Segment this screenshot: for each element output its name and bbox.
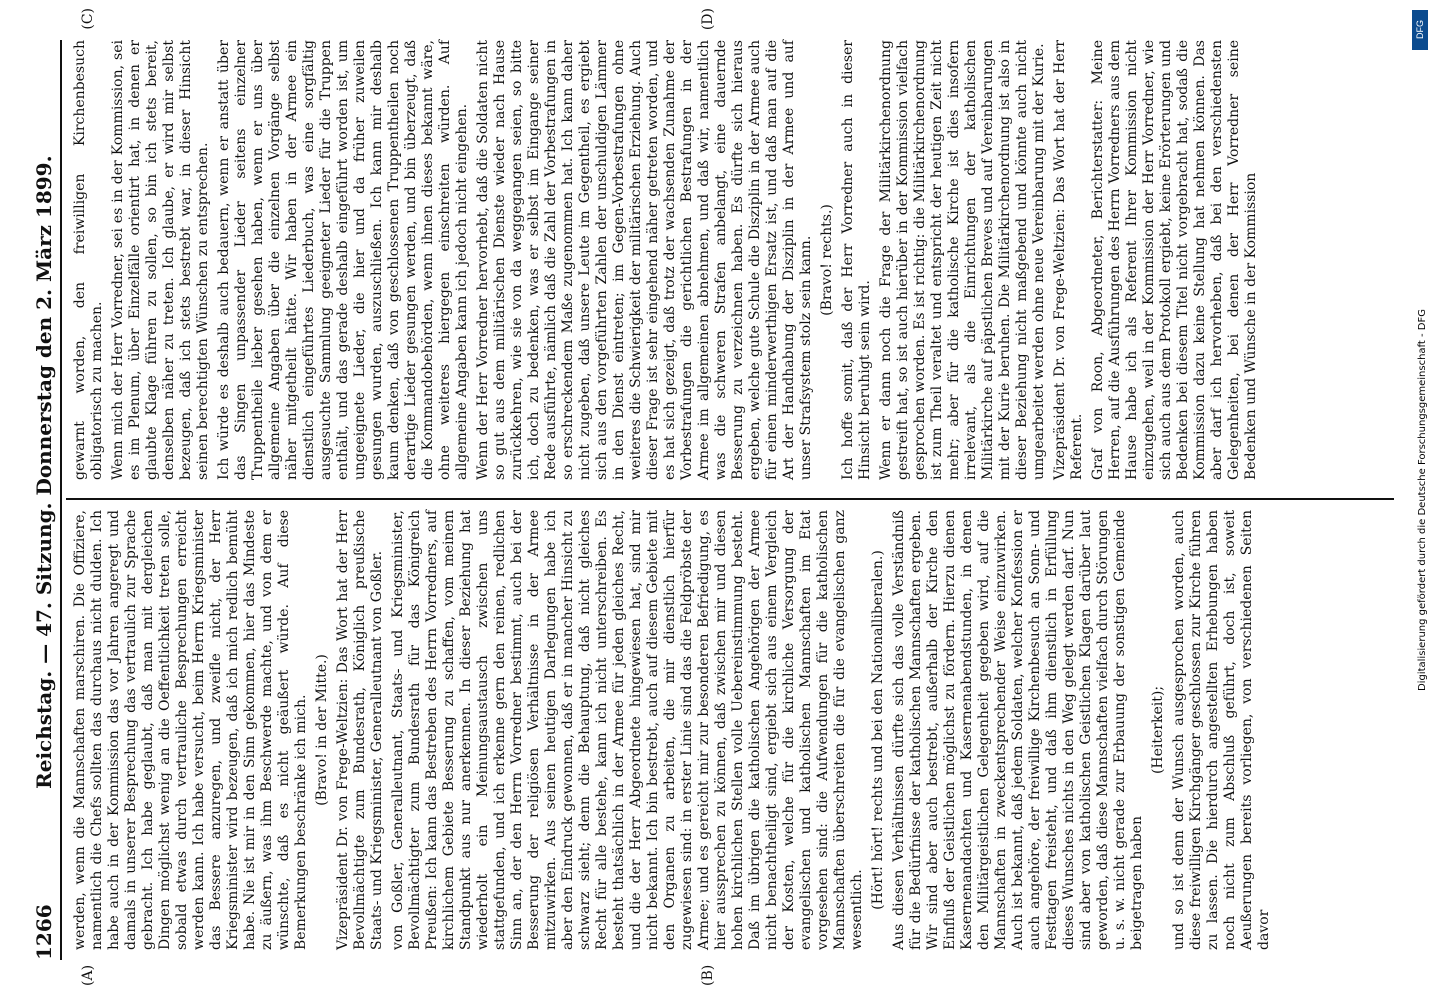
right-column	[72, 40, 1394, 480]
right-paragraph: Wenn er dann noch die Frage der Militärkirchenordnung gestreift hat, so ist auch hierüber in der Kommission vielfach gesprochen worden. Es ist richtig: die Militärkirchenordnung ist zum Theil veraltet und entspricht der heutigen Zeit nicht mehr; aber für die katholische Kirche ist dies insofern irrelevant, als die Einrichtungen der katholischen Militärkirche auf päpstlichen Breves und auf Vereinbarungen mit der Kurie beruhen. Die Militärkirchenordnung ist also in dieser Beziehung nicht maßgebend und könnte auch nicht umgearbeitet werden ohne neue Vereinbarung mit der Kurie.	[878, 40, 1047, 480]
page-title: Reichstag. — 47. Sitzung. Donnerstag den 2. März 1899.	[32, 155, 56, 789]
left-interjection: (Hört! hört! rechts und bei den Nationalliberalen.)	[870, 550, 886, 910]
dfg-side-note-text: Digitalisierung gefördert durch die Deutsche Forschungsgemeinschaft - DFG	[1417, 308, 1428, 691]
left-paragraph: von Goßler, Generalleutnant, Staats- und Kriegsminister, Bevollmächtigter zum Bundesrath für das Königreich Preußen: Ich kann das Bestreben des Herrn Vorredners, auf kirchlichem Gebiete Besserung zu schaffen, vom meinem Standpunkt aus nur anerkennen. In dieser Beziehung hat wiederholt ein Meinungsaustausch zwischen uns stattgefunden, und ich erkenne gern den reinen, redlichen Sinn an, der den Herrn Vorredner bestimmt, auch bei der Besserung der religiösen Verhältnisse in der Armee mitzuwirken. Aus seinen heutigen Darlegungen habe ich aber den Eindruck gewonnen, daß er in mancher Hinsicht zu schwarz sieht; denn die Behauptung, daß nicht gleiches Recht für alle bestehe, kann ich nicht unterschreiben. Es besteht thatsächlich in der Armee für jeden gleiches Recht, und die der Herr Abgeordnete hingewiesen hat, sind mir nicht bekannt. Ich bin bestrebt, auch auf diesem Gebiete mit den Organen zu arbeiten, die mir dienstlich hierfür zugewiesen sind: in erster Linie sind das die Feldpröbste der Armee; und es gereicht mir zur besonderen Befriedigung, es hier aussprechen zu können, daß zwischen mir und diesen hohen kirchlichen Stellen volle Uebereinstimmung besteht. Daß im übrigen die katholischen Angehörigen der Armee nicht benachtheiligt sind, ergiebt sich aus einem Vergleich der Kosten, welche für die kirchliche Versorgung der evangelischen und katholischen Mannschaften im Etat vorgesehen sind: die Aufwendungen für die katholischen Mannschaften überschreiten die für die evangelischen ganz wesentlich.	[390, 510, 865, 950]
right-paragraph: gewarnt worden, den freiwilligen Kirchenbesuch obligatorisch zu machen.	[72, 40, 105, 480]
right-paragraph: Graf von Roon, Abgeordneter, Berichterstatter: Meine Herren, auf die Ausführungen des Herrn Vorredners aus dem Hause habe ich als Referent Ihrer Kommission nicht einzugehen, weil in der Kommission der Herr Vorredner, wie sich auch aus dem Protokoll ergiebt, keine Erörterungen und Bedenken bei diesem Titel nicht vorgebracht hat, sodaß die Kommission dazu keine Stellung hat nehmen können. Das aber darf ich hervorheben, daß bei den verschiedensten Gelegenheiten, bei denen der Herr Vorredner seine Bedenken und Wünsche in der Kommission	[1090, 40, 1259, 480]
left-interjection: (Heiterkeit);	[1150, 685, 1166, 775]
dfg-side-note	[1417, 0, 1428, 1000]
margin-label-a: (A)	[80, 964, 96, 986]
right-paragraph: Vizepräsident Dr. von Frege-Weltzien: Das Wort hat der Herr Referent.	[1052, 40, 1085, 480]
margin-label-d: (D)	[700, 8, 716, 31]
right-paragraph: Ich würde es deshalb auch bedauern, wenn er anstatt über das Singen unpassender Lieder seitens einzelner Truppentheile lieber gesehen haben, wenn er uns über allgemeine Angaben über die einzelnen Vorgänge selbst näher mitgetheilt hätte. Wir haben in der Armee ein dienstlich eingeführtes Liederbuch, was eine sorgfältig ausgesuchte Sammlung geeigneter Lieder für die Truppen enthält, und das gerade deshalb eingeführt worden ist, um ungeeignete Lieder, die hier und da früher zuweilen gesungen wurden, auszuschließen. Ich kann mir deshalb kaum denken, daß von geschlossenen Truppentheilen noch derartige Lieder gesungen werden, und bin überzeugt, daß die Kommandobehörden, wenn ihnen dieses bekannt wäre, ohne weiteres hiergegen einschreiten würden. Auf allgemeine Angaben kann ich jedoch nicht eingehen.	[216, 40, 470, 480]
right-paragraph: Wenn mich der Herr Vorredner, sei es in der Kommission, sei es im Plenum, über Einzelfälle orientirt hat, in denen er glaubte Klage führen zu sollen, so bin ich stets bereit, denselben näher zu treten. Ich glaube, er wird mir selbst bezeugen, daß ich stets bestrebt war, in dieser Hinsicht seinen berechtigten Wünschen zu entsprechen.	[110, 40, 211, 480]
left-paragraph: Aus diesen Verhältnissen dürfte sich das volle Verständniß für die Bedürfnisse der katholischen Mannschaften ergeben. Wir sind aber auch bestrebt, außerhalb der Kirche den Einfluß der Geistlichen möglichst zu fördern. Hierzu dienen Kasernenandachten und Kasernenabendstunden, in denen den Militärgeistlichen Gelegenheit gegeben wird, auf die Mannschaften in zweckentsprechender Weise einzuwirken. Auch ist bekannt, daß jedem Soldaten, welcher Konfession er auch angehöre, der freiwillige Kirchenbesuch an Sonn- und Festtagen freisteht, und daß ihm dienstlich in Erfüllung dieses Wunsches nichts in den Weg gelegt werden darf. Nun sind aber von katholischen Geistlichen Klagen darüber laut geworden, daß diese Mannschaften vielfach durch Störungen u. s. w. nicht gerade zur Erbauung der sonstigen Gemeinde beigetragen haben	[891, 510, 1145, 950]
margin-label-b: (B)	[700, 964, 716, 986]
left-paragraph: werden, wenn die Mannschaften marschiren. Die Offiziere, namentlich die Chefs sollten das durchaus nicht dulden. Ich habe auch in der Kommission das vor Jahren angeregt und damals in unserer Besprechung das vertraulich zur Sprache gebracht. Ich habe geglaubt, daß man mit dergleichen Dingen möglichst wenig an die Oeffentlichkeit treten solle, sobald etwas durch vertrauliche Besprechungen erreicht werden kann. Ich habe versucht, beim Herrn Kriegsminister das Bessere anzuregen, und zweifle nicht, der Herr Kriegsminister wird bezeugen, daß ich mich redlich bemüht habe. Nie ist mir in den Sinn gekommen, hier das Mindeste zu äußern, was ihm Beschwerde machte, und von dem er wünschte, daß es nicht geäußert würde. Auf diese Bemerkungen beschränke ich mich.	[72, 510, 309, 950]
page-number: 1266	[32, 904, 56, 960]
page-header	[20, 40, 62, 960]
left-column	[72, 510, 1394, 950]
left-paragraph: und so ist denn der Wunsch ausgesprochen worden, auch diese freiwilligen Kirchgänger geschlossen zur Kirche führen zu lassen. Die hierdurch angestellten Erhebungen haben noch nicht zum Abschluß geführt, doch ist, soweit Aeußerungen bereits vorliegen, von verschiedenen Seiten davor	[1171, 510, 1272, 950]
column-rule	[66, 498, 1394, 500]
left-paragraph: Vizepräsident Dr. von Frege-Weltzien: Das Wort hat der Herr Bevollmächtigte zum Bundesrath, Königlich preußische Staats- und Kriegsminister, Generalleutnant von Goßler.	[335, 510, 385, 950]
right-paragraph: Wenn der Herr Vorredner hervorhebt, daß die Soldaten nicht so gut aus dem militärischen Dienste wieder nach Hause zurückkehren, wie sie von da weggegangen seien, so bitte ich, doch zu bedenken, was er selbst im Eingange seiner Rede ausführte, nämlich daß die Zahl der Vorbestrafungen in so erschreckendem Maße zugenommen hat. Ich kann daher nicht zugeben, daß unsere Leute im Gegentheil, es ergiebt sich aus den vorgeführten Zahlen der unschuldigen Lämmer in den Dienst eintreten; im Gegen-Vorbestrafungen ohne weiteres die Schwierigkeit der militärischen Erziehung. Auch dieser Frage ist sehr eingehend näher getreten worden, und es hat sich gezeigt, daß trotz der wachsenden Zunahme der Vorbestrafungen die gerichtlichen Bestrafungen in der Armee im allgemeinen abnehmen, und daß wir, namentlich was die schweren Strafen anbelangt, eine dauernde Besserung zu verzeichnen haben. Es dürfte sich hieraus ergeben, welche gute Schule die Disziplin in der Armee auch für einen minderwerthigen Ersatz ist, und daß man auf die Art der Handhabung der Disziplin in der Armee und auf unser Strafsystem stolz sein kann.	[475, 40, 814, 480]
right-interjection: (Bravo! rechts.)	[819, 204, 835, 316]
dfg-badge: DFG	[1412, 10, 1428, 50]
right-paragraph: Ich hoffe somit, daß der Herr Vorredner auch in dieser Hinsicht beruhigt sein wird.	[840, 40, 873, 480]
margin-label-c: (C)	[80, 8, 96, 30]
left-interjection: (Bravo! in der Mitte.)	[314, 654, 330, 806]
